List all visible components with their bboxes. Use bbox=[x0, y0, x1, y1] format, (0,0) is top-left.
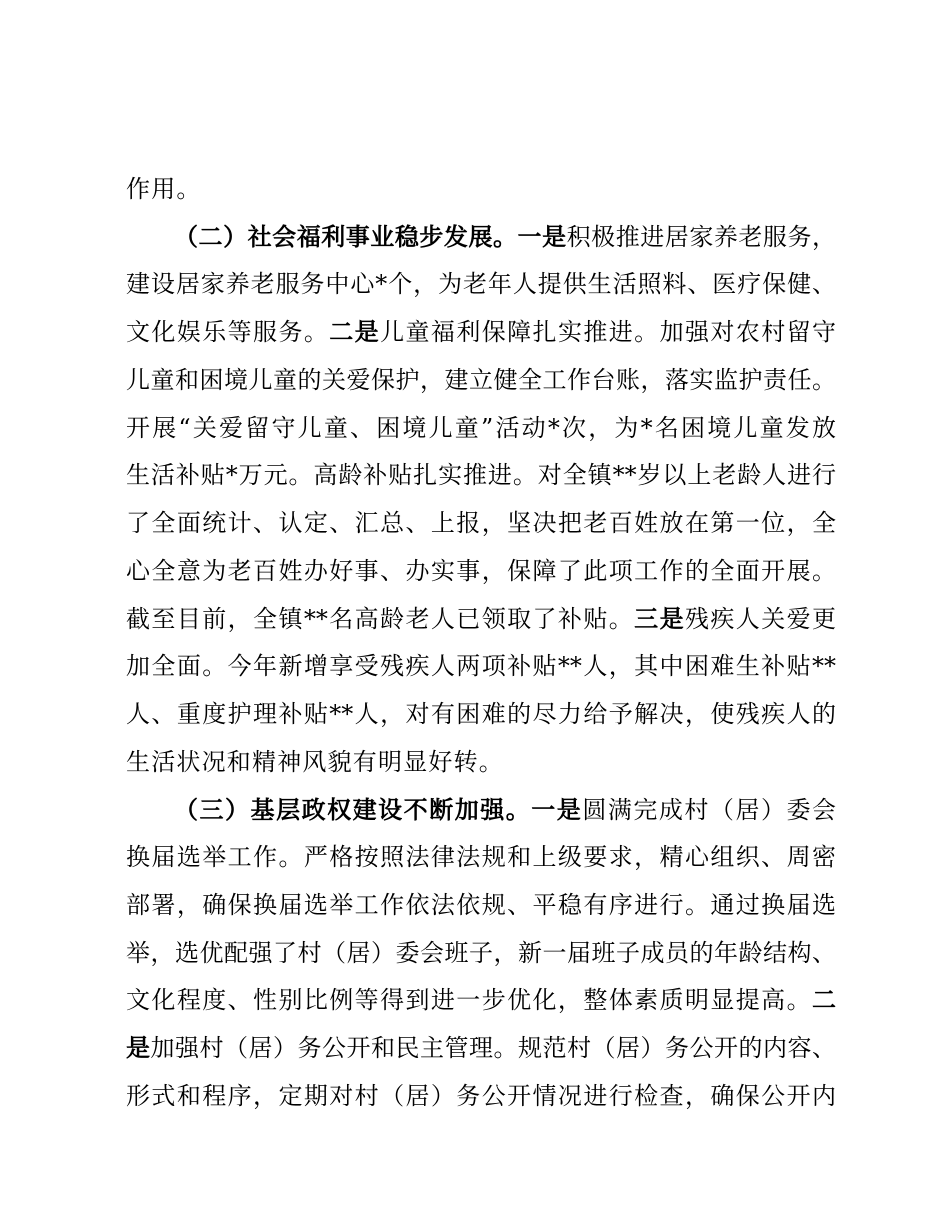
marker-second-part-2: 是 bbox=[126, 1034, 151, 1062]
text-line: 开展“关爱留守儿童、困境儿童”活动*次，为*名困境儿童发放 bbox=[126, 414, 836, 442]
text-line: 生活补贴*万元。高龄补贴扎实推进。对全镇**岁以上老龄人进行 bbox=[126, 461, 836, 489]
marker-second-part-1: 二 bbox=[812, 986, 836, 1014]
text-line: 截至目前，全镇**名高龄老人已领取了补贴。三是残疾人关爱更 bbox=[126, 605, 837, 633]
text-line: 文化娱乐等服务。二是儿童福利保障扎实推进。加强对农村留守 bbox=[126, 318, 837, 346]
text-line: 心全意为老百姓办好事、办实事，保障了此项工作的全面开展。 bbox=[126, 557, 836, 585]
text-line: 加全面。今年新增享受残疾人两项补贴**人，其中困难生补贴** bbox=[126, 652, 836, 680]
marker-second: 二是 bbox=[329, 318, 381, 346]
text-line: 举，选优配强了村（居）委会班子，新一届班子成员的年龄结构、 bbox=[126, 939, 836, 967]
text-line: 部署，确保换届选举工作依法依规、平稳有序进行。通过换届选 bbox=[126, 891, 836, 919]
paragraph-3-line-1: （三）基层政权建设不断加强。一是圆满完成村（居）委会 bbox=[174, 796, 837, 824]
text-line: 儿童和困境儿童的关爱保护，建立健全工作台账，落实监护责任。 bbox=[126, 366, 836, 394]
marker-third: 三是 bbox=[634, 605, 685, 633]
text-line: 了全面统计、认定、汇总、上报，坚决把老百姓放在第一位，全 bbox=[126, 509, 836, 537]
text-line: 形式和程序，定期对村（居）务公开情况进行检查，确保公开内 bbox=[126, 1082, 836, 1110]
text-line: 人、重度护理补贴**人，对有困难的尽力给予解决，使残疾人的 bbox=[126, 700, 836, 728]
text-line: 生活状况和精神风貌有明显好转。 bbox=[126, 748, 504, 776]
section-heading-3: （三）基层政权建设不断加强。 bbox=[174, 796, 532, 824]
text-line: 建设居家养老服务中心*个，为老年人提供生活照料、医疗保健、 bbox=[126, 270, 836, 298]
text-line: 是加强村（居）务公开和民主管理。规范村（居）务公开的内容、 bbox=[126, 1034, 836, 1062]
section-heading-2: （二）社会福利事业稳步发展。 bbox=[174, 223, 518, 251]
text-line: 换届选举工作。严格按照法律法规和上级要求，精心组织、周密 bbox=[126, 843, 836, 871]
text-span: 作用。 bbox=[126, 175, 202, 203]
marker-first: 一是 bbox=[531, 796, 583, 824]
marker-first: 一是 bbox=[517, 223, 567, 251]
text-line bbox=[126, 177, 202, 201]
text-line: 文化程度、性别比例等得到进一步优化，整体素质明显提高。二 bbox=[126, 986, 836, 1014]
paragraph-2-line-1: （二）社会福利事业稳步发展。一是积极推进居家养老服务， bbox=[174, 223, 837, 251]
